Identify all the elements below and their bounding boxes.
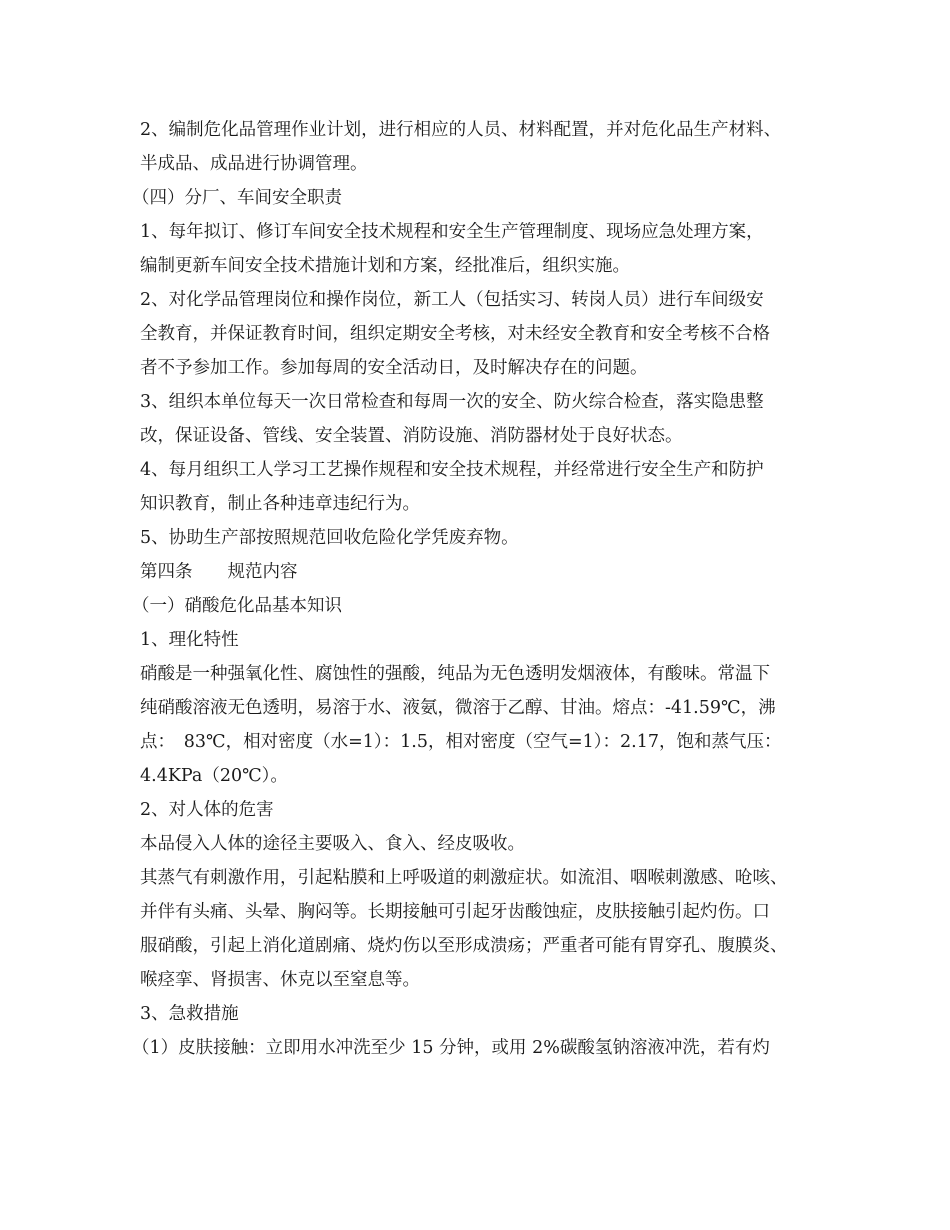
subsection-heading: 3、急救措施 — [140, 1004, 239, 1024]
text-line: 1、每年拟订、修订车间安全技术规程和安全生产管理制度、现场应急处理方案， — [140, 222, 764, 242]
subsection-heading: 2、对人体的危害 — [140, 800, 274, 820]
text-line: 4.4KPa（20℃）。 — [140, 766, 288, 786]
text-line: 改，保证设备、管线、安全装置、消防设施、消防器材处于良好状态。 — [140, 426, 683, 446]
document-body — [132, 113, 840, 1065]
article-heading: 第四条 规范内容 — [140, 562, 298, 582]
text-line: 4、每月组织工人学习工艺操作规程和安全技术规程，并经常进行安全生产和防护 — [140, 460, 764, 480]
text-line: 并伴有头痛、头晕、胸闷等。长期接触可引起牙齿酸蚀症，皮肤接触引起灼伤。口 — [140, 902, 770, 922]
text-line: 编制更新车间安全技术措施计划和方案，经批准后，组织实施。 — [140, 256, 630, 276]
text-line: 5、协助生产部按照规范回收危险化学凭废弃物。 — [140, 528, 519, 548]
text-line: 全教育，并保证教育时间，组织定期安全考核，对未经安全教育和安全考核不合格 — [140, 324, 770, 344]
text-line: 者不予参加工作。参加每周的安全活动日，及时解决存在的问题。 — [140, 358, 648, 378]
text-line: 知识教育，制止各种违章违纪行为。 — [140, 494, 420, 514]
subsection-heading: 1、理化特性 — [140, 630, 239, 650]
text-line: 3、组织本单位每天一次日常检查和每周一次的安全、防火综合检查，落实隐患整 — [140, 392, 764, 412]
text-line: （1）皮肤接触：立即用水冲洗至少 15 分钟，或用 2%碳酸氢钠溶液冲洗，若有灼 — [132, 1038, 770, 1058]
section-heading: （四）分厂、车间安全职责 — [132, 188, 342, 208]
text-line: 本品侵入人体的途径主要吸入、食入、经皮吸收。 — [140, 834, 525, 854]
text-line: 其蒸气有刺激作用，引起粘膜和上呼吸道的刺激症状。如流泪、咽喉刺激感、呛咳、 — [140, 868, 788, 888]
text-line: 2、编制危化品管理作业计划，进行相应的人员、材料配置，并对危化品生产材料、 — [140, 120, 782, 140]
text-line: 半成品、成品进行协调管理。 — [140, 154, 368, 174]
text-line: 硝酸是一种强氧化性、腐蚀性的强酸，纯品为无色透明发烟液体，有酸味。常温下 — [140, 664, 770, 684]
section-heading: （一）硝酸危化品基本知识 — [132, 596, 342, 616]
text-line: 点： 83℃，相对密度（水=1）：1.5，相对密度（空气=1）：2.17，饱和蒸气压： — [140, 732, 782, 752]
text-line: 纯硝酸溶液无色透明，易溶于水、液氨，微溶于乙醇、甘油。熔点：-41.59℃，沸 — [140, 698, 776, 718]
text-line: 2、对化学品管理岗位和操作岗位，新工人（包括实习、转岗人员）进行车间级安 — [140, 290, 764, 310]
text-line: 服硝酸，引起上消化道剧痛、烧灼伤以至形成溃疡；严重者可能有胃穿孔、腹膜炎、 — [140, 936, 788, 956]
text-line: 喉痉挛、肾损害、休克以至窒息等。 — [140, 970, 420, 990]
